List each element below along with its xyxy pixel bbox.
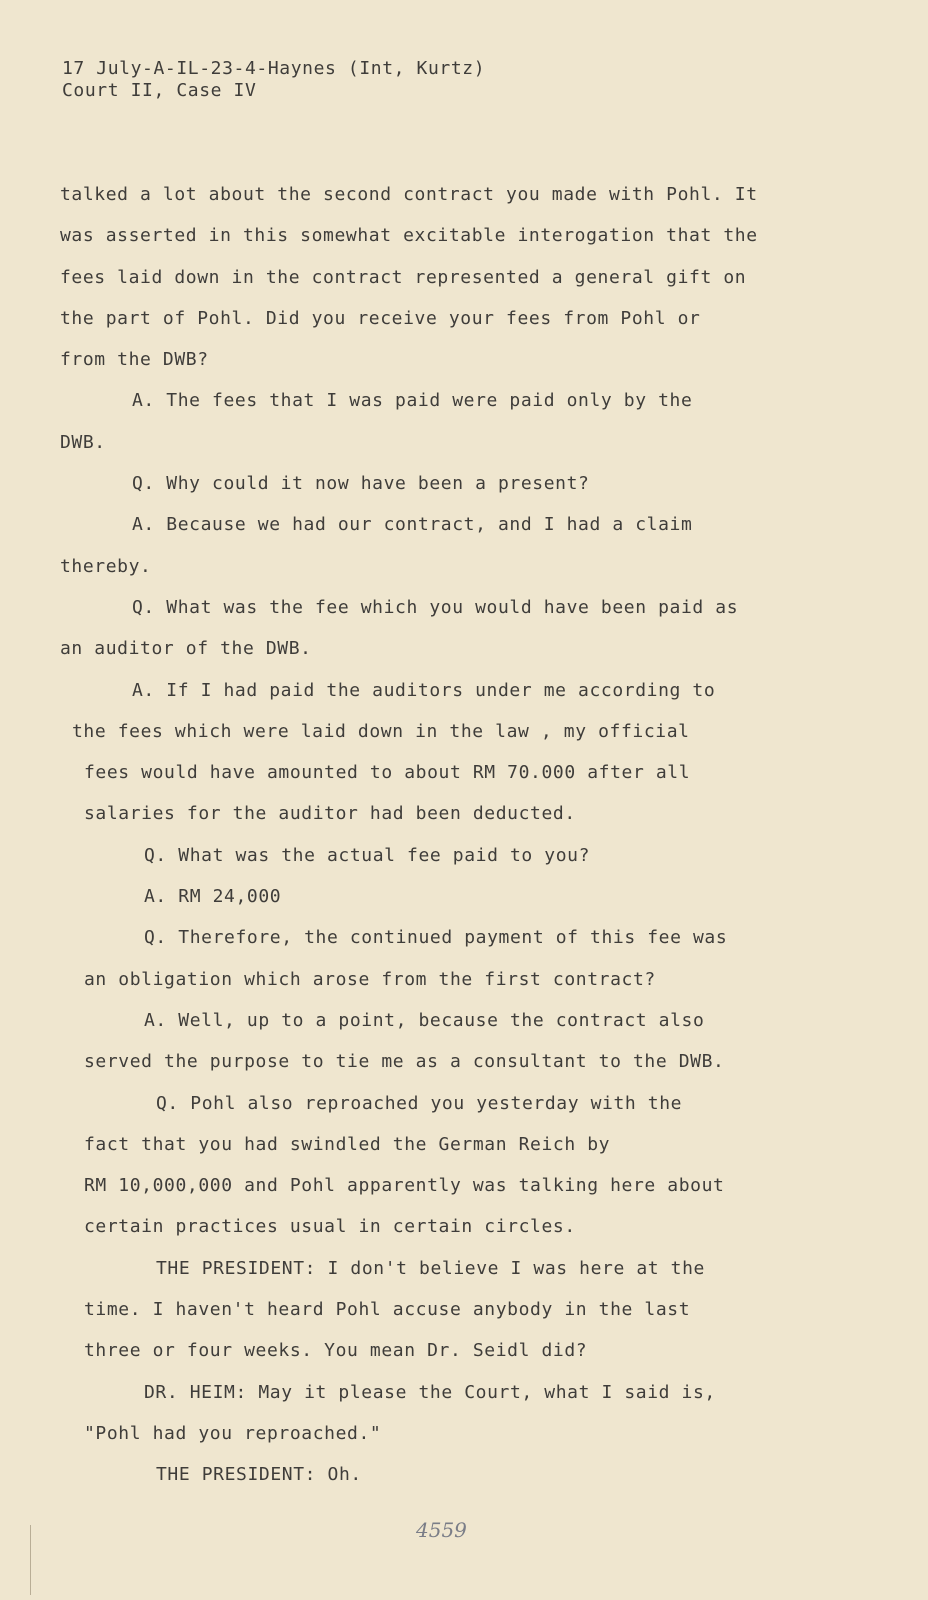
transcript-line: thereby. xyxy=(60,555,152,577)
transcript-line: A. RM 24,000 xyxy=(144,886,282,908)
transcript-line: an obligation which arose from the first contract? xyxy=(84,968,656,990)
transcript-line: A. Well, up to a point, because the contract also xyxy=(144,1009,705,1031)
transcript-line: fees would have amounted to about RM 70.000 after all xyxy=(84,762,691,784)
transcript-line: talked a lot about the second contract you made with Pohl. It xyxy=(60,184,758,205)
transcript-line: A. Because we had our contract, and I had a claim xyxy=(132,514,693,536)
transcript-line: salaries for the auditor had been deducted. xyxy=(84,803,576,825)
transcript-line: A. The fees that I was paid were paid only by the xyxy=(132,390,693,412)
transcript-line: time. I haven't heard Pohl accuse anybody in the last xyxy=(84,1299,691,1321)
transcript-line: the part of Pohl. Did you receive your fees from Pohl or xyxy=(60,307,701,329)
transcript-line: THE PRESIDENT: I don't believe I was here at the xyxy=(156,1257,705,1279)
transcript-line: Q. What was the actual fee paid to you? xyxy=(144,844,591,866)
transcript-line: served the purpose to tie me as a consultant to the DWB. xyxy=(84,1051,725,1073)
header-court-line: Court II, Case IV xyxy=(62,80,257,101)
transcript-body xyxy=(60,174,840,1496)
page-number: 4559 xyxy=(416,1518,467,1542)
transcript-line: Q. Why could it now have been a present? xyxy=(132,473,590,495)
transcript-line: DWB. xyxy=(60,431,106,453)
header-reference-line: 17 July-A-IL-23-4-Haynes (Int, Kurtz) xyxy=(62,58,486,79)
transcript-line: "Pohl had you reproached." xyxy=(84,1422,382,1444)
transcript-line: fees laid down in the contract represented a general gift on xyxy=(60,266,747,288)
transcript-line: an auditor of the DWB. xyxy=(60,638,312,660)
transcript-line: was asserted in this somewhat excitable interogation that the xyxy=(60,225,758,247)
transcript-line: Q. Pohl also reproached you yesterday with the xyxy=(156,1092,683,1114)
transcript-line: Q. Therefore, the continued payment of this fee was xyxy=(144,927,728,949)
transcript-line: the fees which were laid down in the law , my official xyxy=(72,720,690,742)
transcript-line: A. If I had paid the auditors under me according to xyxy=(132,679,716,701)
transcript-line: THE PRESIDENT: Oh. xyxy=(156,1464,362,1486)
transcript-line: DR. HEIM: May it please the Court, what I said is, xyxy=(144,1381,716,1403)
transcript-line: Q. What was the fee which you would have been paid as xyxy=(132,596,739,618)
transcript-line: fact that you had swindled the German Reich by xyxy=(84,1133,611,1155)
transcript-line: three or four weeks. You mean Dr. Seidl did? xyxy=(84,1340,588,1362)
document-header xyxy=(62,58,485,102)
paper-edge-mark xyxy=(30,1525,34,1595)
transcript-line: from the DWB? xyxy=(60,349,209,371)
transcript-line: RM 10,000,000 and Pohl apparently was talking here about xyxy=(84,1175,725,1197)
transcript-line: certain practices usual in certain circles. xyxy=(84,1216,576,1238)
